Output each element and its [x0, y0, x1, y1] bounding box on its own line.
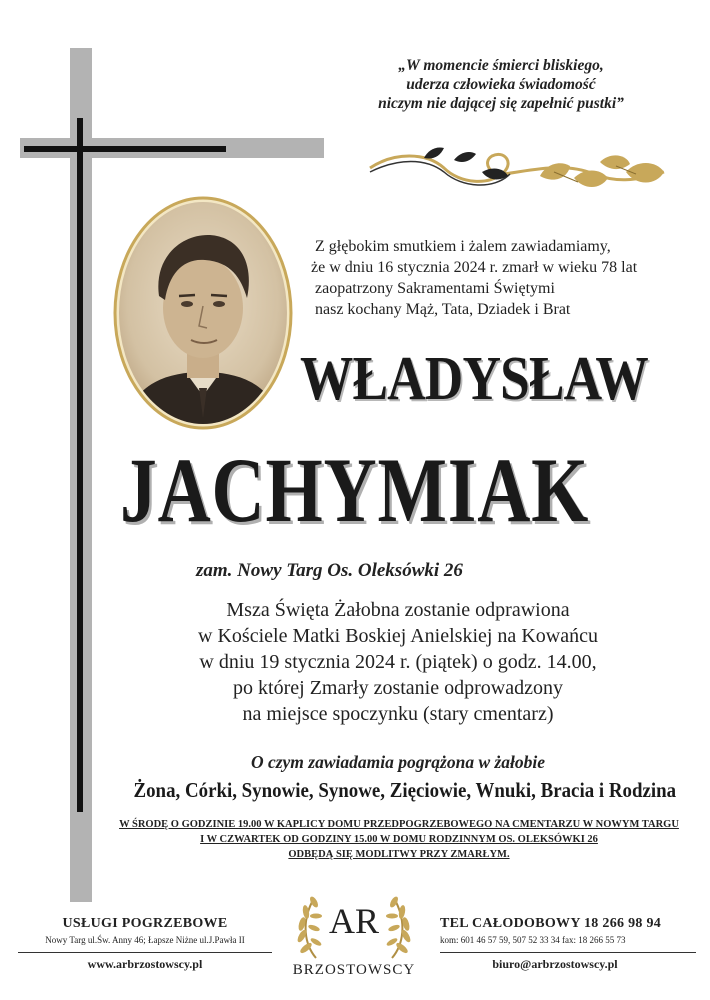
footer-divider [440, 952, 696, 953]
footer-divider [18, 952, 272, 953]
intro-line: Z głębokim smutkiem i żalem zawiadamiamy, [315, 238, 611, 255]
deceased-address: zam. Nowy Targ Os. Oleksówki 26 [196, 560, 463, 581]
quote-line: uderza człowieka świadomość [406, 76, 596, 93]
email-link[interactable]: biuro@arbrzostowscy.pl [492, 957, 618, 971]
vigil-line: I W CZWARTEK OD GODZINY 15.00 W DOMU RODZINNYM OS. OLEKSÓWKI 26 [200, 834, 598, 845]
mourners-family: Żona, Córki, Synowie, Synowe, Zięciowie, Wnuki, Bracia i Rodzina [133, 778, 677, 802]
logo-letters: AR [328, 901, 379, 941]
mass-line: Msza Święta Żałobna zostanie odprawiona [226, 599, 570, 621]
mass-line: po której Zmarły zostanie odprowadzony [233, 677, 563, 699]
memorial-quote [330, 56, 672, 113]
mass-line: w dniu 19 stycznia 2024 r. (piątek) o godz. 14.00, [199, 651, 597, 673]
mass-line: na miejsce spoczynku (stary cmentarz) [242, 703, 554, 725]
vine-ornament-icon [364, 138, 680, 208]
footer-contact-block [440, 916, 700, 972]
mourners-intro: O czym zawiadamia pogrążona w żałobie [250, 752, 546, 772]
deceased-last-name: JACHYMIAK [120, 439, 590, 541]
mobile-fax-numbers: kom: 601 46 57 59, 507 52 33 34 fax: 18 266 55 73 [440, 935, 626, 945]
prayer-vigil-info [104, 817, 694, 862]
quote-line: „W momencie śmierci bliskiego, [398, 57, 604, 74]
company-logo [286, 892, 422, 992]
mass-line: w Kościele Matki Boskiej Anielskiej na Kowańcu [198, 625, 598, 647]
vigil-line: W ŚRODĘ O GODZINIE 19.00 W KAPLICY DOMU PRZEDPOGRZEBOWEGO NA CMENTARZU W NOWYM TARGU [119, 819, 679, 830]
deceased-first-name: WŁADYSŁAW [300, 345, 648, 413]
deceased-portrait [113, 196, 293, 430]
cross-icon-horizontal [24, 146, 226, 152]
company-address: Nowy Targ ul.Św. Anny 46; Łapsze Niżne ul.J.Pawła II [45, 935, 245, 945]
logo-name: BRZOSTOWSCY [292, 962, 416, 978]
funeral-mass-info [118, 597, 678, 727]
footer-company-block [14, 916, 276, 972]
intro-line: że w dniu 16 stycznia 2024 r. zmarł w wieku 78 lat [311, 259, 638, 276]
company-name: USŁUGI POGRZEBOWE [62, 916, 228, 931]
intro-line: zaopatrzony Sakramentami Świętymi [315, 280, 555, 297]
announcement-intro [295, 236, 675, 320]
quote-line: niczym nie dającej się zapełnić pustki” [378, 95, 624, 112]
website-link[interactable]: www.arbrzostowscy.pl [87, 957, 203, 971]
vigil-line: ODBĘDĄ SIĘ MODLITWY PRZY ZMARŁYM. [288, 849, 510, 860]
phone-number[interactable]: TEL CAŁODOBOWY 18 266 98 94 [440, 916, 662, 931]
cross-icon-vertical [77, 118, 83, 812]
intro-line: nasz kochany Mąż, Tata, Dziadek i Brat [315, 301, 571, 318]
